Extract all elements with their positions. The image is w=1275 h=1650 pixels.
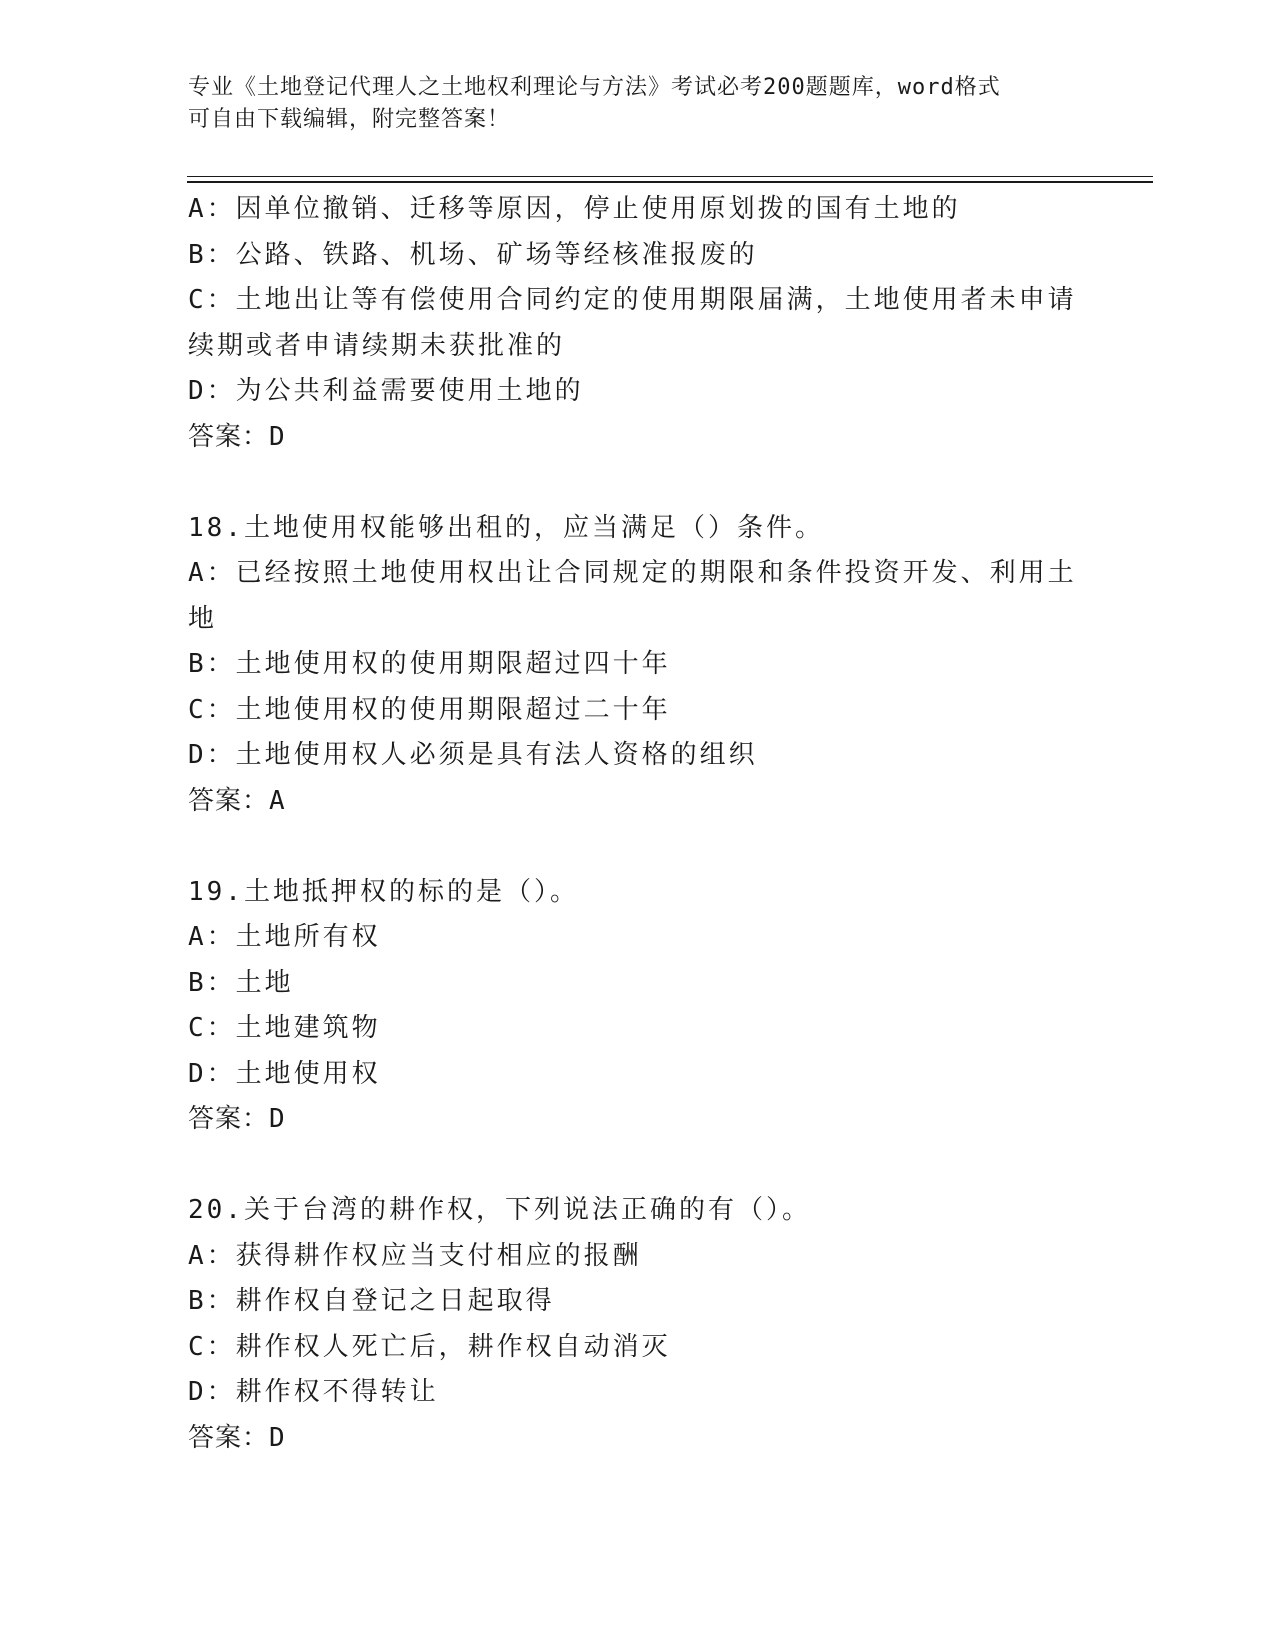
q19-option-c: C：土地建筑物 [188, 1013, 381, 1043]
header-title-line-1: 专业《土地登记代理人之土地权利理论与方法》考试必考200题题库，word格式 [188, 75, 1001, 100]
question-18-block [188, 506, 1088, 825]
q19-question: 19.土地抵押权的标的是（）。 [188, 876, 579, 907]
header-divider-thin [187, 176, 1153, 177]
q17-option-d: D：为公共利益需要使用土地的 [188, 376, 584, 406]
spacer [188, 460, 1088, 506]
header-divider-thick [187, 181, 1153, 183]
q17-option-a: A：因单位撤销、迁移等原因，停止使用原划拨的国有土地的 [188, 194, 961, 224]
question-list [188, 187, 1088, 1461]
q19-option-b: B：土地 [188, 967, 294, 998]
q20-option-d: D：耕作权不得转让 [188, 1377, 439, 1407]
q20-option-a: A：获得耕作权应当支付相应的报酬 [188, 1240, 642, 1271]
q20-option-b: B：耕作权自登记之日起取得 [188, 1286, 555, 1316]
spacer [188, 1143, 1088, 1189]
q17-option-b: B：公路、铁路、机场、矿场等经核准报废的 [188, 239, 758, 270]
q17-answer: 答案：D [188, 421, 286, 452]
q19-option-a: A：土地所有权 [188, 922, 381, 952]
q20-answer: 答案：D [188, 1422, 286, 1453]
document-header [188, 72, 1068, 136]
q18-question: 18.土地使用权能够出租的，应当满足（）条件。 [188, 512, 824, 543]
header-title-line-2: 可自由下载编辑，附完整答案！ [188, 107, 511, 132]
q19-answer: 答案：D [188, 1104, 286, 1134]
q18-option-a-line-2: 地 [188, 603, 218, 634]
spacer [188, 824, 1088, 870]
q19-option-d: D：土地使用权 [188, 1058, 381, 1089]
question-20-block [188, 1188, 1088, 1461]
q18-option-b: B：土地使用权的使用期限超过四十年 [188, 649, 671, 679]
q20-option-c: C：耕作权人死亡后，耕作权自动消灭 [188, 1331, 671, 1362]
q18-option-d: D：土地使用权人必须是具有法人资格的组织 [188, 740, 758, 770]
q17-option-c-line-1: C：土地出让等有偿使用合同约定的使用期限届满，土地使用者未申请 [188, 285, 1077, 315]
q17-option-c-line-2: 续期或者申请续期未获批准的 [188, 330, 566, 361]
question-19-block [188, 870, 1088, 1143]
q20-question: 20.关于台湾的耕作权，下列说法正确的有（）。 [188, 1195, 811, 1225]
q18-answer: 答案：A [188, 785, 286, 816]
q18-option-c: C：土地使用权的使用期限超过二十年 [188, 694, 671, 725]
q18-option-a-line-1: A：已经按照土地使用权出让合同规定的期限和条件投资开发、利用土 [188, 558, 1077, 588]
question-17-block [188, 187, 1088, 460]
